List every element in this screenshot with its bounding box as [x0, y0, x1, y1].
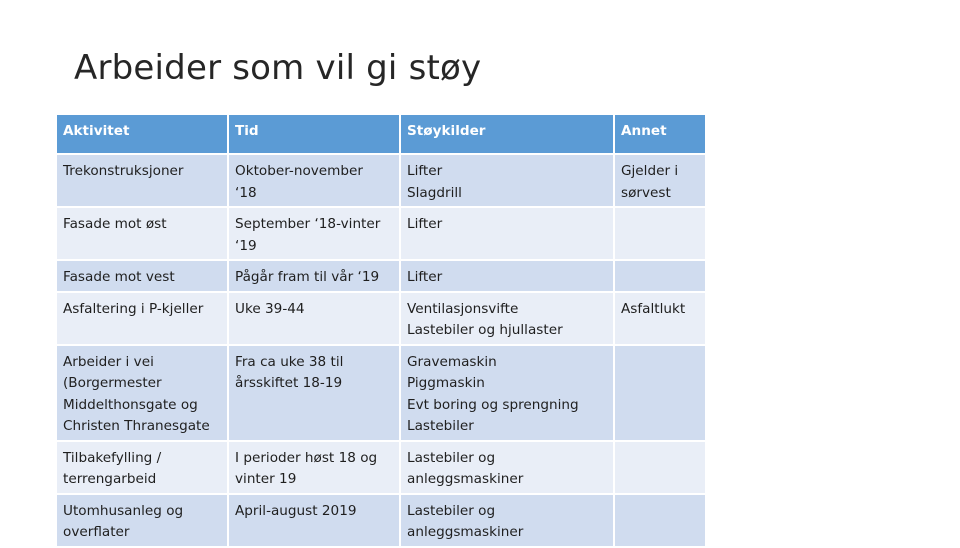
cell-line: Lifter	[407, 163, 443, 179]
cell-line: Lastebiler og	[407, 502, 496, 519]
table-cell-annet	[615, 346, 705, 440]
table-row	[57, 208, 705, 259]
table-cell-tid	[229, 208, 399, 259]
table-cell-annet	[615, 495, 705, 546]
cell-line: ‘19	[235, 237, 257, 254]
cell-line: Trekonstruksjoner	[63, 163, 184, 179]
noise-activities-table	[55, 113, 707, 548]
table-cell-annet	[615, 293, 705, 344]
cell-line: September ‘18-vinter	[235, 216, 381, 232]
table-cell-stoykilder	[401, 261, 613, 291]
cell-line: terrengarbeid	[63, 471, 157, 487]
cell-line: I perioder høst 18 og	[235, 449, 378, 466]
cell-line: Evt boring og sprengning	[407, 396, 579, 413]
table-row	[57, 155, 705, 206]
table-header-row	[57, 115, 705, 153]
cell-line: overflater	[63, 524, 130, 540]
cell-line: Asfaltering i P-kjeller	[63, 300, 204, 317]
table-cell-tid	[229, 495, 399, 546]
cell-line: Tilbakefylling /	[63, 449, 162, 466]
table-row	[57, 293, 705, 344]
cell-line: ‘18	[235, 184, 257, 201]
cell-line: Ventilasjonsvifte	[407, 300, 519, 317]
header-stoykilder: Støykilder	[401, 115, 613, 153]
cell-line: Lastebiler	[407, 418, 474, 434]
slide-title: Arbeider som vil gi støy	[74, 48, 482, 88]
table-cell-tid	[229, 346, 399, 440]
cell-line: vinter 19	[235, 471, 297, 487]
table-cell-stoykilder	[401, 495, 613, 546]
table-cell-annet	[615, 208, 705, 259]
cell-line: Gjelder i	[621, 163, 679, 179]
cell-line: Lifter	[407, 216, 443, 232]
table-cell-stoykilder	[401, 155, 613, 206]
cell-line: Lifter	[407, 269, 443, 285]
cell-line: (Borgermester	[63, 375, 162, 391]
cell-line: Slagdrill	[407, 184, 462, 201]
table-row	[57, 261, 705, 291]
table-cell-stoykilder	[401, 208, 613, 259]
table-cell-stoykilder	[401, 346, 613, 440]
cell-line: Fasade mot vest	[63, 269, 175, 285]
cell-line: anleggsmaskiner	[407, 524, 524, 540]
header-aktivitet: Aktivitet	[57, 115, 227, 153]
cell-line: Utomhusanleg og	[63, 502, 184, 519]
table-cell-aktivitet	[57, 155, 227, 206]
header-annet: Annet	[615, 115, 705, 153]
cell-line: Fasade mot øst	[63, 216, 167, 232]
cell-line: årsskiftet 18-19	[235, 375, 343, 391]
table-cell-annet	[615, 261, 705, 291]
cell-line: Fra ca uke 38 til	[235, 353, 344, 370]
cell-line: Gravemaskin	[407, 353, 497, 370]
cell-line: Arbeider i vei	[63, 353, 154, 370]
header-tid: Tid	[229, 115, 399, 153]
table-cell-stoykilder	[401, 293, 613, 344]
cell-line: April-august 2019	[235, 502, 357, 519]
cell-line: Uke 39-44	[235, 300, 305, 317]
table-cell-tid	[229, 261, 399, 291]
table-cell-stoykilder	[401, 442, 613, 493]
cell-line: Pågår fram til vår ‘19	[235, 269, 380, 285]
table-row	[57, 495, 705, 546]
cell-line: Christen Thranesgate	[63, 418, 210, 434]
table-cell-tid	[229, 442, 399, 493]
table-cell-aktivitet	[57, 495, 227, 546]
table-cell-aktivitet	[57, 208, 227, 259]
cell-line: sørvest	[621, 184, 671, 201]
table-cell-aktivitet	[57, 261, 227, 291]
cell-line: Oktober-november	[235, 163, 363, 179]
cell-line: anleggsmaskiner	[407, 471, 524, 487]
cell-line: Piggmaskin	[407, 375, 485, 391]
cell-line: Lastebiler og	[407, 449, 496, 466]
table-cell-aktivitet	[57, 293, 227, 344]
table-cell-aktivitet	[57, 346, 227, 440]
cell-line: Asfaltlukt	[621, 300, 686, 317]
table-cell-annet	[615, 155, 705, 206]
cell-line: Lastebiler og hjullaster	[407, 322, 563, 338]
table-cell-aktivitet	[57, 442, 227, 493]
table-cell-annet	[615, 442, 705, 493]
table-cell-tid	[229, 155, 399, 206]
table-row	[57, 346, 705, 440]
table-row	[57, 442, 705, 493]
cell-line: Middelthonsgate og	[63, 396, 198, 413]
table-cell-tid	[229, 293, 399, 344]
